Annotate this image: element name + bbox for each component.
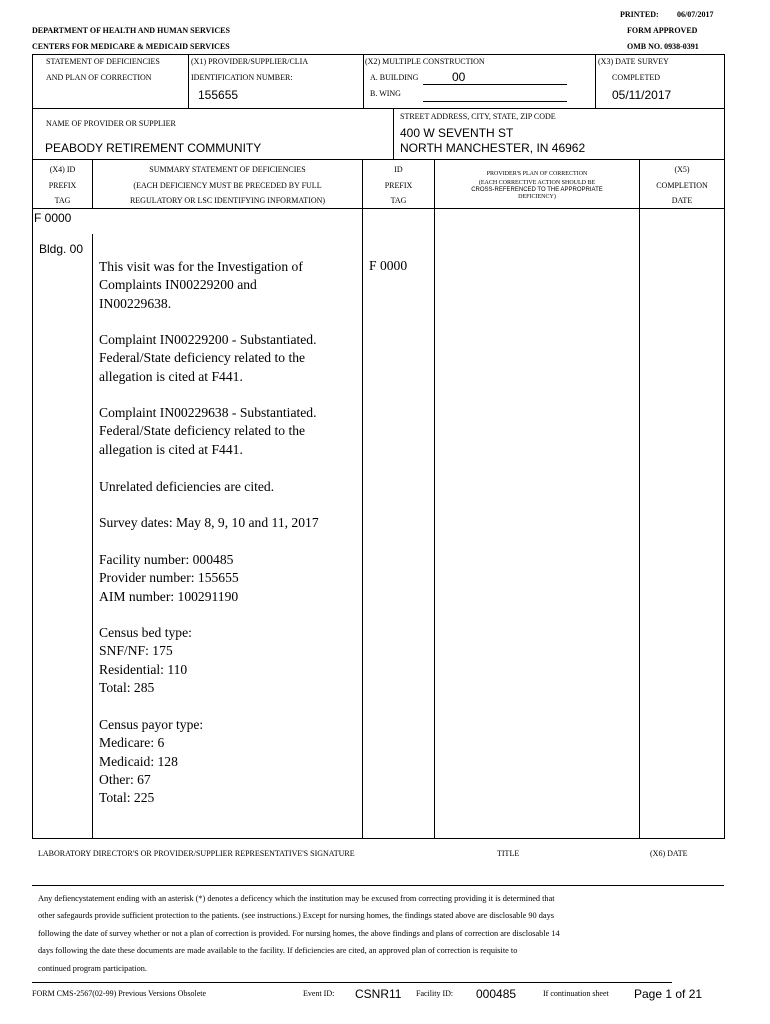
- x2-label: (X2) MULTIPLE CONSTRUCTION: [365, 57, 485, 66]
- form-number: FORM CMS-2567(02-99) Previous Versions Obsolete: [32, 989, 207, 998]
- disclaimer-line-5: continued program participation.: [38, 963, 147, 973]
- body-left-border: [32, 209, 33, 839]
- body-div-1: [92, 234, 93, 839]
- x4-head-2: PREFIX: [48, 181, 77, 190]
- centers-name: CENTERS FOR MEDICARE & MEDICAID SERVICES: [32, 42, 230, 51]
- omb-number: OMB NO. 0938-0391: [627, 42, 699, 51]
- summary-head-3: REGULATORY OR LSC IDENTIFYING INFORMATION): [129, 196, 326, 205]
- summary-paragraph-2: Complaint IN00229200 - Substantiated. Federal/State deficiency related to the allegation is cited at F441.: [99, 332, 317, 384]
- building-underline: [423, 84, 567, 85]
- summary-paragraph-8: Census payor type: Medicare: 6 Medicaid: 128 Other: 67 Total: 225: [99, 717, 204, 806]
- title-label: TITLE: [497, 849, 520, 858]
- divider-x1: [188, 54, 189, 108]
- body-bottom-border: [32, 838, 724, 839]
- x3-label-2: COMPLETED: [612, 73, 660, 82]
- id-head-2: PREFIX: [384, 181, 413, 190]
- colhead-bottom-border: [32, 208, 724, 209]
- x3-label-1: (X3) DATE SURVEY: [598, 57, 669, 66]
- summary-paragraph-5: Survey dates: May 8, 9, 10 and 11, 2017: [99, 515, 319, 530]
- statement-label-2: AND PLAN OF CORRECTION: [46, 73, 152, 82]
- address-line-1: 400 W SEVENTH ST: [400, 126, 514, 140]
- wing-underline: [423, 101, 567, 102]
- summary-head-1: SUMMARY STATEMENT OF DEFICIENCIES: [149, 165, 306, 174]
- header-top-border: [32, 54, 724, 55]
- disclaimer-line-1: Any defiencystatement ending with an asterisk (*) denotes a deficency which the institution may be excused from correcting providing it is determined that: [38, 894, 555, 903]
- summary-paragraph-1: This visit was for the Investigation of Complaints IN00229200 and IN00229638.: [99, 259, 303, 311]
- x5-head-1: (X5): [674, 165, 690, 174]
- form-approved: FORM APPROVED: [627, 26, 698, 35]
- address-label: STREET ADDRESS, CITY, STATE, ZIP CODE: [400, 112, 556, 121]
- printed-date: 06/07/2017: [677, 10, 714, 19]
- page-number: Page 1 of 21: [634, 987, 703, 1001]
- x1-label-1: (X1) PROVIDER/SUPPLIER/CLIA: [191, 57, 309, 66]
- body-div-4: [639, 209, 640, 839]
- plan-head-1: PROVIDER'S PLAN OF CORRECTION: [486, 171, 588, 177]
- department-name: DEPARTMENT OF HEALTH AND HUMAN SERVICES: [32, 26, 230, 35]
- divider-address: [393, 108, 394, 160]
- body-right-border: [724, 209, 725, 839]
- summary-paragraph-3: Complaint IN00229638 - Substantiated. Federal/State deficiency related to the allegation is cited at F441.: [99, 405, 317, 457]
- facility-id-label: Facility ID:: [416, 989, 454, 998]
- summary-paragraph-4: Unrelated deficiencies are cited.: [99, 479, 275, 494]
- survey-date-value: 05/11/2017: [612, 88, 672, 102]
- x4-head-3: TAG: [54, 196, 71, 205]
- colhead-right-border: [724, 160, 725, 209]
- signature-label: LABORATORY DIRECTOR'S OR PROVIDER/SUPPLIER REPRESENTATIVE'S SIGNATURE: [38, 849, 355, 858]
- divider-x3: [595, 54, 596, 108]
- id-head-1: ID: [394, 165, 403, 174]
- entry-tag: F 0000: [34, 211, 72, 225]
- disclaimer-line-2: other safegaurds provide sufficient protection to the patients. (see instructions.) Except for nursing homes, the findings stated above are disclosable 90 days: [38, 911, 554, 921]
- disclaimer-text: [38, 890, 598, 977]
- event-id-value: CSNR11: [355, 987, 402, 1001]
- building-label: A. BUILDING: [370, 73, 419, 82]
- plan-head-3: CROSS-REFERENCED TO THE APPROPRIATE: [471, 187, 603, 193]
- summary-head-2: (EACH DEFICIENCY MUST BE PRECEDED BY FULL: [133, 181, 322, 190]
- plan-head-2: (EACH CORRECTIVE ACTION SHOULD BE: [478, 180, 596, 186]
- provider-name-label: NAME OF PROVIDER OR SUPPLIER: [46, 119, 176, 128]
- address-line-2: NORTH MANCHESTER, IN 46962: [400, 141, 586, 155]
- x1-label-2: IDENTIFICATION NUMBER:: [191, 73, 293, 82]
- printed-label: PRINTED:: [620, 10, 659, 19]
- header-right-border: [724, 54, 725, 160]
- summary-paragraph-6: Facility number: 000485 Provider number: 155655 AIM number: 100291190: [99, 552, 239, 604]
- header-left-border: [32, 54, 33, 160]
- header-mid-border: [32, 108, 724, 109]
- disclaimer-line-3: following the date of survey whether or not a plan of correction is provided. For nursing homes, the above findings and plans of correction are disclosable 14: [38, 928, 560, 938]
- facility-id-value: 000485: [476, 987, 517, 1001]
- x5-head-3: DATE: [671, 196, 693, 205]
- footer-top-border: [32, 982, 672, 983]
- entry-right-tag: F 0000: [369, 258, 408, 273]
- provider-id-value: 155655: [198, 88, 239, 102]
- x5-head-2: COMPLETION: [656, 181, 708, 190]
- plan-head-4: DEFICIENCY): [518, 194, 556, 200]
- divider-x2: [363, 54, 364, 108]
- signature-bottom-border: [32, 885, 724, 886]
- building-value: 00: [452, 70, 466, 84]
- id-head-3: TAG: [390, 196, 407, 205]
- continuation-label: If continuation sheet: [543, 989, 609, 998]
- statement-label-1: STATEMENT OF DEFICIENCIES: [46, 57, 160, 66]
- x4-head-1: (X4) ID: [49, 165, 76, 174]
- entry-bldg: Bldg. 00: [39, 242, 84, 256]
- summary-paragraph-7: Census bed type: SNF/NF: 175 Residential: 110 Total: 285: [99, 625, 192, 695]
- event-id-label: Event ID:: [303, 989, 335, 998]
- header-bottom-border: [32, 159, 724, 160]
- x6-date-label: (X6) DATE: [650, 849, 688, 858]
- disclaimer-line-4: days following the date these documents are made available to the facility. If deficiencies are cited, an approved plan of correction is requisite to: [38, 946, 518, 956]
- body-div-2: [362, 209, 363, 839]
- wing-label: B. WING: [370, 89, 401, 98]
- provider-name-value: PEABODY RETIREMENT COMMUNITY: [45, 141, 262, 155]
- body-div-3: [434, 209, 435, 839]
